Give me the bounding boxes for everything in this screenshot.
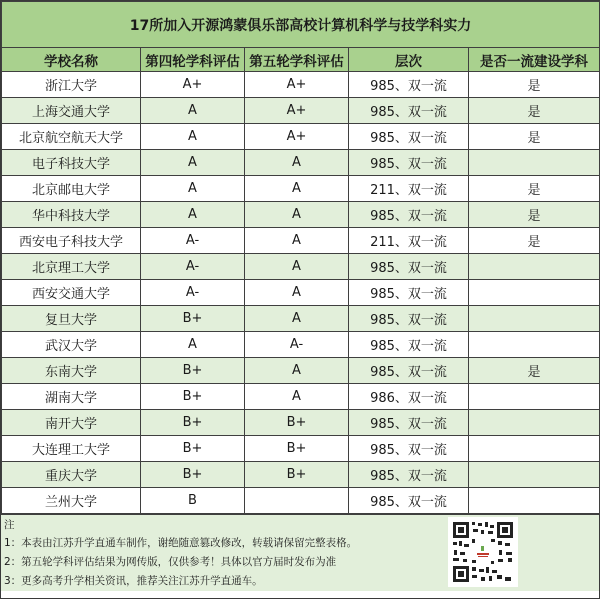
- school-cell: 复旦大学: [2, 306, 141, 332]
- round4-cell: A: [141, 98, 245, 124]
- school-cell: 西安电子科技大学: [2, 228, 141, 254]
- school-cell: 上海交通大学: [2, 98, 141, 124]
- round5-cell: A: [245, 358, 349, 384]
- first-class-cell: 是: [469, 228, 600, 254]
- round5-cell: A: [245, 306, 349, 332]
- table-body: [2, 72, 600, 514]
- header-row: [2, 48, 600, 72]
- table-row: [2, 306, 600, 332]
- round4-cell: B+: [141, 358, 245, 384]
- level-cell: 986、双一流: [349, 384, 469, 410]
- round4-cell: A: [141, 202, 245, 228]
- round4-cell: B+: [141, 462, 245, 488]
- note-line-2: 2：第五轮学科评估结果为网传版，仅供参考！具体以官方届时发布为准: [4, 556, 337, 568]
- first-class-cell: [469, 332, 600, 358]
- first-class-cell: 是: [469, 98, 600, 124]
- school-cell: 北京理工大学: [2, 254, 141, 280]
- table-row: [2, 280, 600, 306]
- first-class-cell: [469, 280, 600, 306]
- table-title: 17所加入开源鸿蒙俱乐部高校计算机科学与技学科实力: [2, 2, 600, 48]
- round4-cell: A-: [141, 254, 245, 280]
- table-row: [2, 150, 600, 176]
- level-cell: 985、双一流: [349, 124, 469, 150]
- level-cell: 985、双一流: [349, 436, 469, 462]
- round5-cell: A: [245, 254, 349, 280]
- first-class-cell: [469, 150, 600, 176]
- notes-section: [1, 514, 599, 591]
- round4-cell: B+: [141, 410, 245, 436]
- level-cell: 985、双一流: [349, 280, 469, 306]
- level-cell: 985、双一流: [349, 150, 469, 176]
- level-cell: 985、双一流: [349, 410, 469, 436]
- round4-cell: A-: [141, 280, 245, 306]
- round5-cell: B+: [245, 410, 349, 436]
- school-cell: 南开大学: [2, 410, 141, 436]
- first-class-cell: [469, 410, 600, 436]
- first-class-cell: 是: [469, 124, 600, 150]
- first-class-cell: 是: [469, 176, 600, 202]
- ranking-table: [1, 1, 600, 514]
- level-cell: 211、双一流: [349, 176, 469, 202]
- round5-cell: A-: [245, 332, 349, 358]
- round5-cell: [245, 488, 349, 514]
- title-row: [2, 2, 600, 48]
- round4-cell: B: [141, 488, 245, 514]
- level-cell: 211、双一流: [349, 228, 469, 254]
- round4-cell: B+: [141, 306, 245, 332]
- first-class-cell: 是: [469, 202, 600, 228]
- round4-cell: A-: [141, 228, 245, 254]
- note-line-3: 3：更多高考升学相关资讯，推荐关注江苏升学直通车。: [4, 575, 263, 587]
- school-cell: 重庆大学: [2, 462, 141, 488]
- notes-heading: 注: [4, 519, 15, 531]
- level-cell: 985、双一流: [349, 72, 469, 98]
- table-row: [2, 72, 600, 98]
- school-cell: 兰州大学: [2, 488, 141, 514]
- round4-cell: B+: [141, 384, 245, 410]
- school-cell: 电子科技大学: [2, 150, 141, 176]
- school-cell: 华中科技大学: [2, 202, 141, 228]
- table-row: [2, 462, 600, 488]
- round4-cell: B+: [141, 436, 245, 462]
- level-cell: 985、双一流: [349, 98, 469, 124]
- level-cell: 985、双一流: [349, 202, 469, 228]
- level-cell: 985、双一流: [349, 462, 469, 488]
- round4-cell: A: [141, 150, 245, 176]
- column-header-first-class: 是否一流建设学科: [469, 48, 600, 72]
- table-row: [2, 358, 600, 384]
- round5-cell: A: [245, 228, 349, 254]
- level-cell: 985、双一流: [349, 358, 469, 384]
- round5-cell: A+: [245, 124, 349, 150]
- table-row: [2, 176, 600, 202]
- school-cell: 北京航空航天大学: [2, 124, 141, 150]
- table-row: [2, 436, 600, 462]
- first-class-cell: [469, 488, 600, 514]
- round5-cell: A: [245, 280, 349, 306]
- first-class-cell: [469, 254, 600, 280]
- table-row: [2, 202, 600, 228]
- column-header-level: 层次: [349, 48, 469, 72]
- level-cell: 985、双一流: [349, 306, 469, 332]
- level-cell: 985、双一流: [349, 488, 469, 514]
- table-row: [2, 410, 600, 436]
- first-class-cell: [469, 436, 600, 462]
- school-cell: 武汉大学: [2, 332, 141, 358]
- round5-cell: A: [245, 150, 349, 176]
- first-class-cell: [469, 462, 600, 488]
- table-row: [2, 124, 600, 150]
- round5-cell: A: [245, 176, 349, 202]
- table-row: [2, 332, 600, 358]
- school-cell: 西安交通大学: [2, 280, 141, 306]
- note-line-1: 1：本表由江苏升学直通车制作，谢绝随意篡改修改，转载请保留完整表格。: [4, 537, 358, 549]
- table-row: [2, 228, 600, 254]
- column-header-round4: 第四轮学科评估: [141, 48, 245, 72]
- level-cell: 985、双一流: [349, 254, 469, 280]
- table-row: [2, 488, 600, 514]
- round4-cell: A: [141, 332, 245, 358]
- table-row: [2, 254, 600, 280]
- school-cell: 浙江大学: [2, 72, 141, 98]
- school-cell: 北京邮电大学: [2, 176, 141, 202]
- level-cell: 985、双一流: [349, 332, 469, 358]
- school-cell: 东南大学: [2, 358, 141, 384]
- round4-cell: A: [141, 124, 245, 150]
- first-class-cell: 是: [469, 72, 600, 98]
- first-class-cell: [469, 306, 600, 332]
- column-header-school: 学校名称: [2, 48, 141, 72]
- round5-cell: B+: [245, 462, 349, 488]
- round5-cell: A: [245, 384, 349, 410]
- round4-cell: A: [141, 176, 245, 202]
- school-cell: 湖南大学: [2, 384, 141, 410]
- round5-cell: A: [245, 202, 349, 228]
- table-row: [2, 384, 600, 410]
- first-class-cell: 是: [469, 358, 600, 384]
- round4-cell: A+: [141, 72, 245, 98]
- school-cell: 大连理工大学: [2, 436, 141, 462]
- qr-code-icon: [448, 517, 518, 587]
- first-class-cell: [469, 384, 600, 410]
- round5-cell: B+: [245, 436, 349, 462]
- column-header-round5: 第五轮学科评估: [245, 48, 349, 72]
- round5-cell: A+: [245, 72, 349, 98]
- round5-cell: A+: [245, 98, 349, 124]
- table-row: [2, 98, 600, 124]
